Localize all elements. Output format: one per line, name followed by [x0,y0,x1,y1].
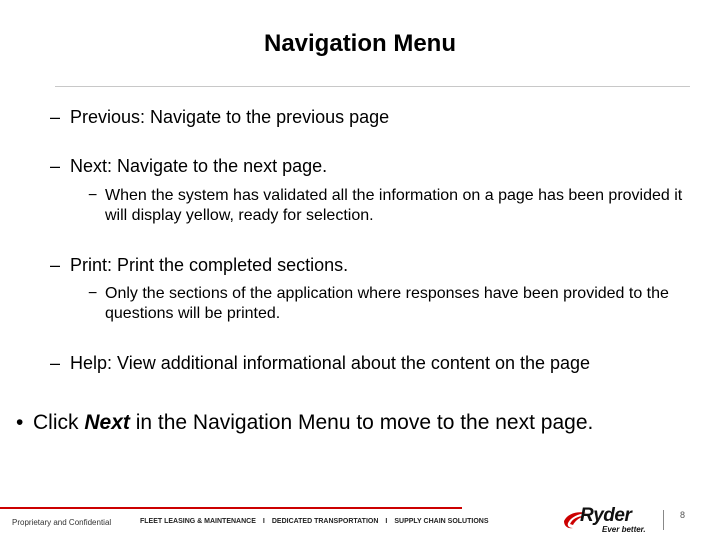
sub-item-text: Only the sections of the application where responses have been provided to the questions will be printed. [105,285,669,322]
footer-tag: FLEET LEASING & MAINTENANCE [140,518,256,525]
footer-tag: SUPPLY CHAIN SOLUTIONS [394,518,489,525]
footer-divider [0,507,462,509]
item-dash: – [50,156,61,176]
footer-tag-separator: I [262,518,265,525]
instruction-emphasis: Next [84,411,130,434]
sub-item-dash: − [88,187,98,204]
sub-item-dash: − [88,285,98,302]
title-divider [55,86,690,87]
sub-item-print [88,284,698,324]
slide-title: Navigation Menu [263,30,456,57]
list-item-help [50,352,590,374]
instruction-suffix: in the Navigation Menu to move to the next page. [129,411,594,434]
item-text: Print: Print the completed sections. [70,255,349,275]
item-dash: – [50,353,61,373]
footer-tag: DEDICATED TRANSPORTATION [271,518,379,525]
footer-tag-separator: I [385,518,388,525]
instruction-prefix: Click [33,411,85,434]
item-dash: – [50,107,61,127]
item-text: Next: Navigate to the next page. [70,156,328,176]
item-text: Previous: Navigate to the previous page [70,107,390,127]
item-text: Help: View additional informational about the content on the page [70,353,591,373]
footer-vertical-divider [663,510,664,530]
logo-wordmark: Ryder [580,505,632,526]
main-instruction [16,410,593,436]
footer-confidential: Proprietary and Confidential [12,518,112,527]
sub-item-next [88,186,698,226]
ryder-logo [562,503,657,537]
footer-service-tags [140,518,489,525]
logo-tagline: Ever better. [602,525,646,534]
sub-item-text: When the system has validated all the information on a page has been provided it will display yellow, ready for selection. [105,187,683,224]
list-item-next [50,155,327,177]
bullet-icon: • [16,411,24,434]
list-item-previous [50,106,389,128]
item-dash: – [50,255,61,275]
list-item-print [50,254,348,276]
page-number: 8 [680,510,686,520]
